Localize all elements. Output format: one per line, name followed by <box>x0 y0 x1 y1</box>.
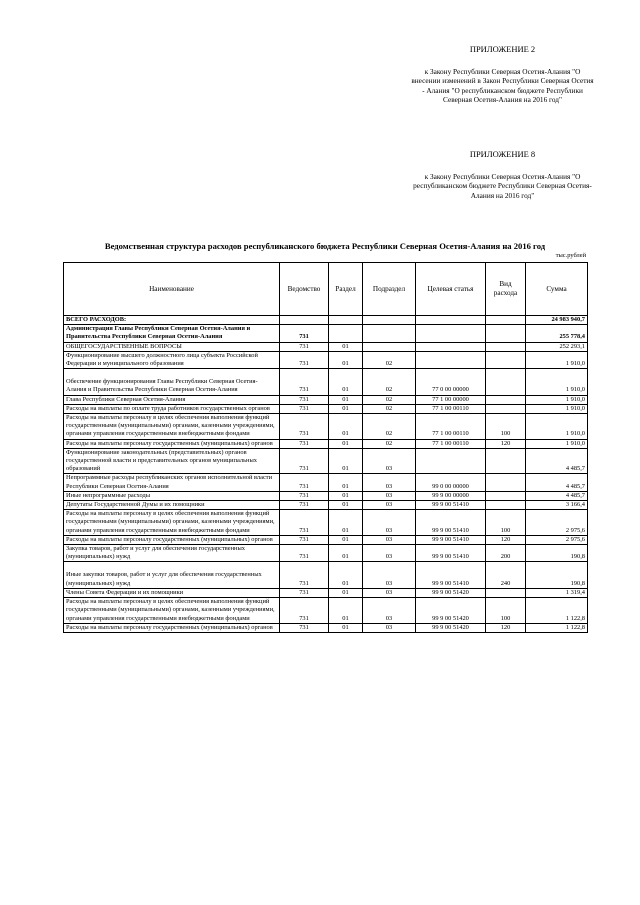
table-row <box>64 535 588 544</box>
row-amount-cell: 1 122,8 <box>526 598 588 624</box>
row-expense-kind-cell: 120 <box>486 535 526 544</box>
row-expense-kind-cell: 100 <box>486 510 526 536</box>
row-target-article-cell: 77 1 00 00110 <box>416 414 486 440</box>
header-subsection: Подраздел <box>363 263 416 316</box>
row-target-article-cell <box>416 351 486 368</box>
row-department-cell: 731 <box>280 369 329 395</box>
table-body <box>64 316 588 633</box>
row-expense-kind-cell: 120 <box>486 623 526 632</box>
row-subsection-cell: 02 <box>363 404 416 413</box>
row-subsection-cell: 02 <box>363 395 416 404</box>
header-expense-kind: Вид расхода <box>486 263 526 316</box>
row-department-cell: 731 <box>280 439 329 448</box>
row-section-cell: 01 <box>329 510 363 536</box>
row-expense-kind-cell: 100 <box>486 598 526 624</box>
row-section-cell: 01 <box>329 545 363 562</box>
row-expense-kind-cell: 120 <box>486 439 526 448</box>
row-subsection-cell: 03 <box>363 545 416 562</box>
row-name-cell: Расходы на выплаты персоналу государственных (муниципальных) органов <box>64 623 280 632</box>
row-target-article-cell: 77 1 00 00110 <box>416 439 486 448</box>
row-department-cell: 731 <box>280 501 329 510</box>
units-label: тыс.рублей <box>555 252 586 259</box>
row-subsection-cell <box>363 342 416 351</box>
row-subsection-cell: 03 <box>363 535 416 544</box>
row-subsection-cell: 03 <box>363 448 416 474</box>
row-subsection-cell: 03 <box>363 501 416 510</box>
row-department-cell: 731 <box>280 342 329 351</box>
row-amount-cell: 190,8 <box>526 545 588 562</box>
row-target-article-cell: 99 9 00 51420 <box>416 588 486 597</box>
row-name-cell: Функционирование законодательных (представительных) органов государственной власти и представительных органов муниципальных образований <box>64 448 280 474</box>
row-expense-kind-cell <box>486 369 526 395</box>
row-department-cell: 731 <box>280 545 329 562</box>
row-subsection-cell <box>363 325 416 342</box>
row-target-article-cell: 99 9 00 51410 <box>416 510 486 536</box>
header-name: Наименование <box>64 263 280 316</box>
header-section: Раздел <box>329 263 363 316</box>
row-section-cell: 01 <box>329 598 363 624</box>
row-section-cell: 01 <box>329 535 363 544</box>
row-expense-kind-cell <box>486 325 526 342</box>
header-target-article: Целевая статья <box>416 263 486 316</box>
row-subsection-cell: 02 <box>363 439 416 448</box>
row-target-article-cell <box>416 325 486 342</box>
row-amount-cell: 1 122,8 <box>526 623 588 632</box>
row-amount-cell: 4 485,7 <box>526 491 588 500</box>
row-subsection-cell <box>363 316 416 325</box>
row-expense-kind-cell <box>486 404 526 413</box>
table-row <box>64 623 588 632</box>
row-department-cell: 731 <box>280 588 329 597</box>
row-section-cell: 01 <box>329 623 363 632</box>
row-subsection-cell: 03 <box>363 598 416 624</box>
row-amount-cell: 4 485,7 <box>526 474 588 491</box>
row-subsection-cell: 03 <box>363 623 416 632</box>
row-name-cell: Закупка товаров, работ и услуг для обеспечения государственных (муниципальных) нужд <box>64 545 280 562</box>
header-amount: Сумма <box>526 263 588 316</box>
row-section-cell: 01 <box>329 562 363 588</box>
row-subsection-cell: 03 <box>363 491 416 500</box>
table-row <box>64 369 588 395</box>
row-subsection-cell: 03 <box>363 474 416 491</box>
row-target-article-cell <box>416 342 486 351</box>
row-name-cell: Расходы на выплаты персоналу в целях обеспечения выполнения функций государственными (муниципальными) органами, казенными учреждениями, органами управления государственными внебюджетными фондами <box>64 598 280 624</box>
table-row <box>64 501 588 510</box>
row-section-cell: 01 <box>329 491 363 500</box>
row-target-article-cell: 99 0 00 00000 <box>416 474 486 491</box>
row-expense-kind-cell <box>486 351 526 368</box>
row-department-cell: 731 <box>280 598 329 624</box>
row-target-article-cell: 77 1 00 00110 <box>416 404 486 413</box>
row-expense-kind-cell <box>486 316 526 325</box>
appendix-8-text: к Закону Республики Северная Осетия-Алания "О республиканском бюджете Республики Северная Осетия-Алания на 2016 год" <box>413 171 592 200</box>
row-name-cell: Расходы на выплаты по оплате труда работников государственных органов <box>64 404 280 413</box>
row-section-cell: 01 <box>329 404 363 413</box>
row-amount-cell: 190,8 <box>526 562 588 588</box>
row-subsection-cell: 03 <box>363 510 416 536</box>
row-target-article-cell: 99 9 00 51420 <box>416 623 486 632</box>
row-department-cell: 731 <box>280 395 329 404</box>
table-row <box>64 439 588 448</box>
row-department-cell: 731 <box>280 510 329 536</box>
row-name-cell: ОБЩЕГОСУДАРСТВЕННЫЕ ВОПРОСЫ <box>64 342 280 351</box>
header-department: Ведомство <box>280 263 329 316</box>
appendix-8-title: ПРИЛОЖЕНИЕ 8 <box>469 149 536 159</box>
row-department-cell <box>280 316 329 325</box>
row-amount-cell: 1 319,4 <box>526 588 588 597</box>
appendix-2-title: ПРИЛОЖЕНИЕ 2 <box>469 44 536 54</box>
row-department-cell: 731 <box>280 448 329 474</box>
row-target-article-cell: 99 9 00 51410 <box>416 545 486 562</box>
row-expense-kind-cell: 200 <box>486 545 526 562</box>
row-amount-cell: 1 910,0 <box>526 351 588 368</box>
table-row <box>64 414 588 440</box>
row-department-cell: 731 <box>280 474 329 491</box>
row-department-cell: 731 <box>280 562 329 588</box>
row-target-article-cell: 99 9 00 51420 <box>416 598 486 624</box>
row-amount-cell: 1 910,0 <box>526 439 588 448</box>
row-target-article-cell: 77 1 00 00000 <box>416 395 486 404</box>
row-expense-kind-cell <box>486 448 526 474</box>
row-target-article-cell: 77 0 00 00000 <box>416 369 486 395</box>
table-row <box>64 545 588 562</box>
table-row <box>64 325 588 342</box>
row-name-cell: Депутаты Государственной Думы и их помощники <box>64 501 280 510</box>
row-amount-cell: 1 910,0 <box>526 414 588 440</box>
row-name-cell: Члены Совета Федерации и их помощники <box>64 588 280 597</box>
row-department-cell: 731 <box>280 491 329 500</box>
row-section-cell: 01 <box>329 369 363 395</box>
row-expense-kind-cell <box>486 501 526 510</box>
row-expense-kind-cell <box>486 474 526 491</box>
table-row <box>64 562 588 588</box>
document-title: Ведомственная структура расходов республиканского бюджета Республики Северная Осетия-Алания на 2016 год <box>104 241 546 251</box>
row-amount-cell: 2 975,6 <box>526 535 588 544</box>
appendix-2-block <box>410 45 595 105</box>
budget-table <box>63 262 588 633</box>
row-name-cell: ВСЕГО РАСХОДОВ: <box>64 316 280 325</box>
row-amount-cell: 255 778,4 <box>526 325 588 342</box>
table-row <box>64 588 588 597</box>
row-amount-cell: 1 910,0 <box>526 395 588 404</box>
row-section-cell: 01 <box>329 501 363 510</box>
row-name-cell: Обеспечение функционирования Главы Республики Северная Осетия-Алания и Правительства Республики Северная Осетия-Алания <box>64 369 280 395</box>
row-department-cell: 731 <box>280 414 329 440</box>
row-department-cell: 731 <box>280 623 329 632</box>
table-row <box>64 404 588 413</box>
row-department-cell: 731 <box>280 535 329 544</box>
row-section-cell <box>329 316 363 325</box>
row-name-cell: Расходы на выплаты персоналу в целях обеспечения выполнения функций государственными (муниципальными) органами, казенными учреждениями, органами управления государственными внебюджетными фондами <box>64 414 280 440</box>
row-subsection-cell: 02 <box>363 369 416 395</box>
row-name-cell: Расходы на выплаты персоналу государственных (муниципальных) органов <box>64 535 280 544</box>
row-expense-kind-cell: 240 <box>486 562 526 588</box>
row-target-article-cell: 99 9 00 00000 <box>416 491 486 500</box>
table-row <box>64 474 588 491</box>
row-department-cell: 731 <box>280 351 329 368</box>
row-target-article-cell: 99 9 00 51410 <box>416 562 486 588</box>
row-expense-kind-cell <box>486 342 526 351</box>
row-name-cell: Непрограммные расходы республиканских органов исполнительной власти Республики Северная Осетия-Алания <box>64 474 280 491</box>
row-target-article-cell <box>416 448 486 474</box>
row-amount-cell: 4 485,7 <box>526 448 588 474</box>
row-amount-cell: 24 983 940,7 <box>526 316 588 325</box>
row-section-cell: 01 <box>329 395 363 404</box>
appendix-2-text: к Закону Республики Северная Осетия-Алания "О внесении изменений в Закон Республики Северная Осетия - Алания "О республиканском бюджете Республики Северная Осетия-Алания на 2016 год" <box>411 66 594 105</box>
table-row <box>64 316 588 325</box>
row-subsection-cell: 02 <box>363 414 416 440</box>
row-subsection-cell: 03 <box>363 562 416 588</box>
row-expense-kind-cell <box>486 588 526 597</box>
row-name-cell: Администрация Главы Республики Северная Осетия-Алания и Правительства Республики Северная Осетия-Алания <box>64 325 280 342</box>
table-row <box>64 510 588 536</box>
table-row <box>64 448 588 474</box>
row-amount-cell: 2 975,6 <box>526 510 588 536</box>
row-section-cell: 01 <box>329 588 363 597</box>
row-amount-cell: 1 910,0 <box>526 404 588 413</box>
row-subsection-cell: 03 <box>363 588 416 597</box>
row-expense-kind-cell: 100 <box>486 414 526 440</box>
row-section-cell: 01 <box>329 414 363 440</box>
row-amount-cell: 1 910,0 <box>526 369 588 395</box>
row-department-cell: 731 <box>280 404 329 413</box>
appendix-8-block <box>410 150 595 200</box>
row-name-cell: Иные непрограммные расходы <box>64 491 280 500</box>
row-subsection-cell: 02 <box>363 351 416 368</box>
row-target-article-cell: 99 9 00 51410 <box>416 535 486 544</box>
row-section-cell: 01 <box>329 474 363 491</box>
row-section-cell: 01 <box>329 448 363 474</box>
row-name-cell: Расходы на выплаты персоналу в целях обеспечения выполнения функций государственными (муниципальными) органами, казенными учреждениями, органами управления государственными внебюджетными фондами <box>64 510 280 536</box>
row-name-cell: Иные закупки товаров, работ и услуг для обеспечения государственных (муниципальных) нужд <box>64 562 280 588</box>
table-row <box>64 351 588 368</box>
row-target-article-cell: 99 9 00 51410 <box>416 501 486 510</box>
table-row <box>64 342 588 351</box>
row-department-cell: 731 <box>280 325 329 342</box>
row-amount-cell: 3 166,4 <box>526 501 588 510</box>
table-row <box>64 491 588 500</box>
row-section-cell: 01 <box>329 351 363 368</box>
row-amount-cell: 252 293,1 <box>526 342 588 351</box>
row-name-cell: Функционирование высшего должностного лица субъекта Российской Федерации и муниципального образования <box>64 351 280 368</box>
row-name-cell: Глава Республики Северная Осетия-Алания <box>64 395 280 404</box>
row-name-cell: Расходы на выплаты персоналу государственных (муниципальных) органов <box>64 439 280 448</box>
row-section-cell: 01 <box>329 342 363 351</box>
row-expense-kind-cell <box>486 395 526 404</box>
row-section-cell <box>329 325 363 342</box>
table-row <box>64 598 588 624</box>
table-row <box>64 395 588 404</box>
row-target-article-cell <box>416 316 486 325</box>
row-expense-kind-cell <box>486 491 526 500</box>
row-section-cell: 01 <box>329 439 363 448</box>
table-header-row <box>64 263 588 316</box>
